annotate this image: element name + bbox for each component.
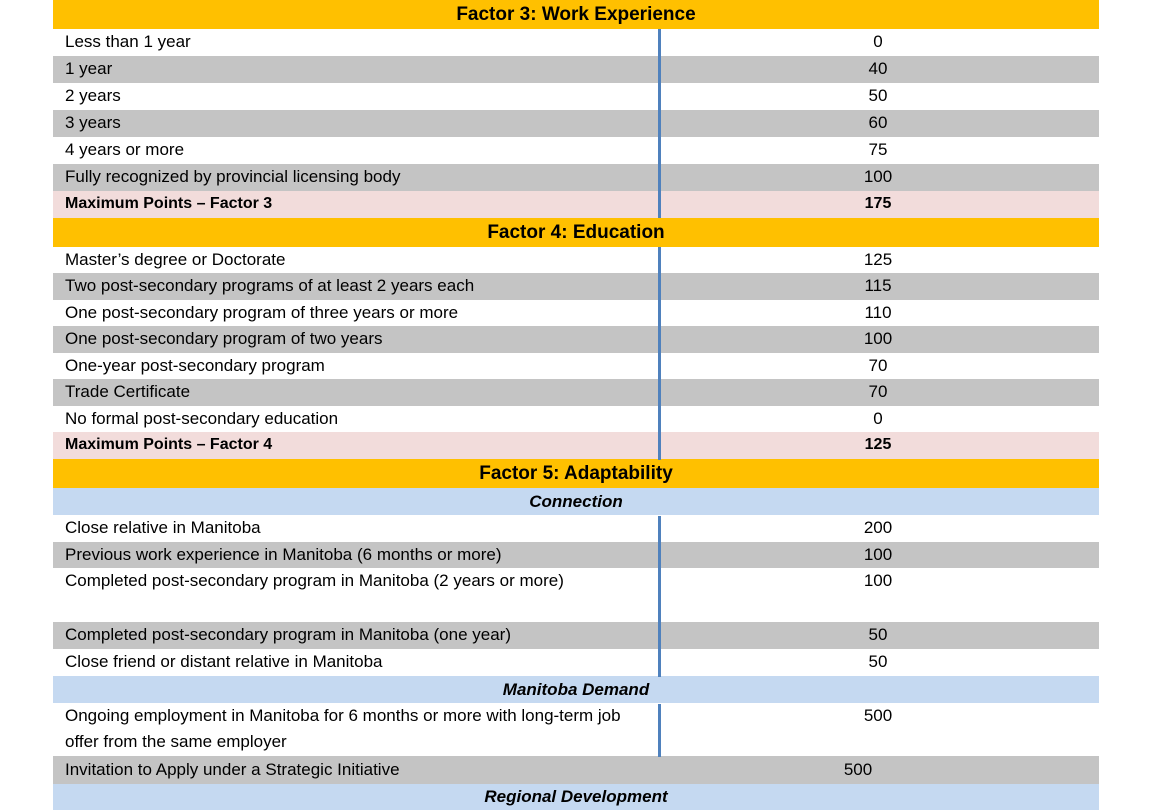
connection-title: Connection <box>529 492 623 511</box>
points-value: 70 <box>868 382 888 401</box>
factor4-title: Factor 4: Education <box>487 222 665 243</box>
points-value: 110 <box>864 303 892 322</box>
table-row <box>53 406 1099 432</box>
points-value: 100 <box>863 167 893 186</box>
points-value: 75 <box>868 140 888 159</box>
table-row <box>53 29 1099 56</box>
criterion-label: 4 years or more <box>65 140 185 159</box>
points-value: 500 <box>843 760 873 779</box>
table-row <box>53 568 1099 622</box>
criterion-label: Completed post-secondary program in Manitoba (one year) <box>65 625 512 644</box>
criterion-label: Previous work experience in Manitoba (6 months or more) <box>65 545 502 564</box>
column-divider <box>658 516 661 677</box>
criterion-label: Fully recognized by provincial licensing body <box>65 167 401 186</box>
criterion-label: 1 year <box>65 59 113 78</box>
regional-development-title: Regional Development <box>484 787 668 806</box>
manitoba-demand-title: Manitoba Demand <box>502 680 650 699</box>
factor5-header <box>53 459 1099 488</box>
criterion-label: Ongoing employment in Manitoba for 6 months or more with long-term job offer from the same employer <box>65 706 621 751</box>
max-points-value: 125 <box>864 436 892 453</box>
criterion-label: Completed post-secondary program in Manitoba (2 years or more) <box>65 571 564 590</box>
criterion-label: Master’s degree or Doctorate <box>65 250 286 269</box>
points-value: 125 <box>863 250 893 269</box>
regional-development-subheader <box>53 784 1099 810</box>
table-row <box>53 542 1099 568</box>
points-value: 100 <box>863 329 893 348</box>
table-row <box>53 515 1099 542</box>
points-value: 500 <box>863 706 893 725</box>
table-row <box>53 703 1099 756</box>
max-points-value: 175 <box>864 195 892 212</box>
criterion-label: 3 years <box>65 113 121 132</box>
column-divider <box>658 247 661 460</box>
points-value: 100 <box>863 571 893 590</box>
table-row <box>53 56 1099 83</box>
criterion-label: Two post-secondary programs of at least 2 years each <box>65 276 475 295</box>
table-row <box>53 326 1099 353</box>
table-row <box>53 273 1099 300</box>
table-row <box>53 110 1099 137</box>
points-value: 50 <box>868 652 888 671</box>
manitoba-demand-subheader <box>53 676 1099 703</box>
table-row <box>53 247 1099 273</box>
table-row <box>53 756 1099 784</box>
points-value: 100 <box>863 545 893 564</box>
factor4-header <box>53 218 1099 247</box>
criterion-label: Close relative in Manitoba <box>65 518 261 537</box>
points-value: 40 <box>868 59 888 78</box>
points-value: 70 <box>868 356 888 375</box>
factor5-title: Factor 5: Adaptability <box>479 463 673 484</box>
factor3-title: Factor 3: Work Experience <box>456 4 696 25</box>
criterion-label: One post-secondary program of two years <box>65 329 383 348</box>
criterion-label: One post-secondary program of three years or more <box>65 303 459 322</box>
factor3-header <box>53 0 1099 29</box>
points-value: 60 <box>868 113 888 132</box>
connection-subheader <box>53 488 1099 515</box>
table-row <box>53 353 1099 379</box>
column-divider <box>658 29 661 218</box>
table-row <box>53 300 1099 326</box>
table-row <box>53 649 1099 676</box>
criterion-label: Invitation to Apply under a Strategic Initiative <box>65 760 400 779</box>
factor4-max-row <box>53 432 1099 459</box>
criterion-label: Trade Certificate <box>65 382 191 401</box>
table-row <box>53 137 1099 164</box>
points-value: 50 <box>868 86 888 105</box>
points-value: 0 <box>873 409 883 428</box>
criterion-label: 2 years <box>65 86 121 105</box>
points-value: 200 <box>863 518 893 537</box>
column-divider <box>658 704 661 757</box>
points-value: 115 <box>864 276 892 295</box>
table-row <box>53 83 1099 110</box>
table-row <box>53 164 1099 191</box>
max-points-label: Maximum Points – Factor 3 <box>65 195 273 212</box>
factor3-max-row <box>53 191 1099 218</box>
criterion-label: Close friend or distant relative in Manitoba <box>65 652 383 671</box>
max-points-label: Maximum Points – Factor 4 <box>65 436 273 453</box>
points-value: 0 <box>873 32 883 51</box>
points-grid-table <box>53 0 1099 810</box>
points-value: 50 <box>868 625 888 644</box>
criterion-label: No formal post-secondary education <box>65 409 339 428</box>
table-row <box>53 622 1099 649</box>
criterion-label: One-year post-secondary program <box>65 356 325 375</box>
table-row <box>53 379 1099 406</box>
criterion-label: Less than 1 year <box>65 32 191 51</box>
